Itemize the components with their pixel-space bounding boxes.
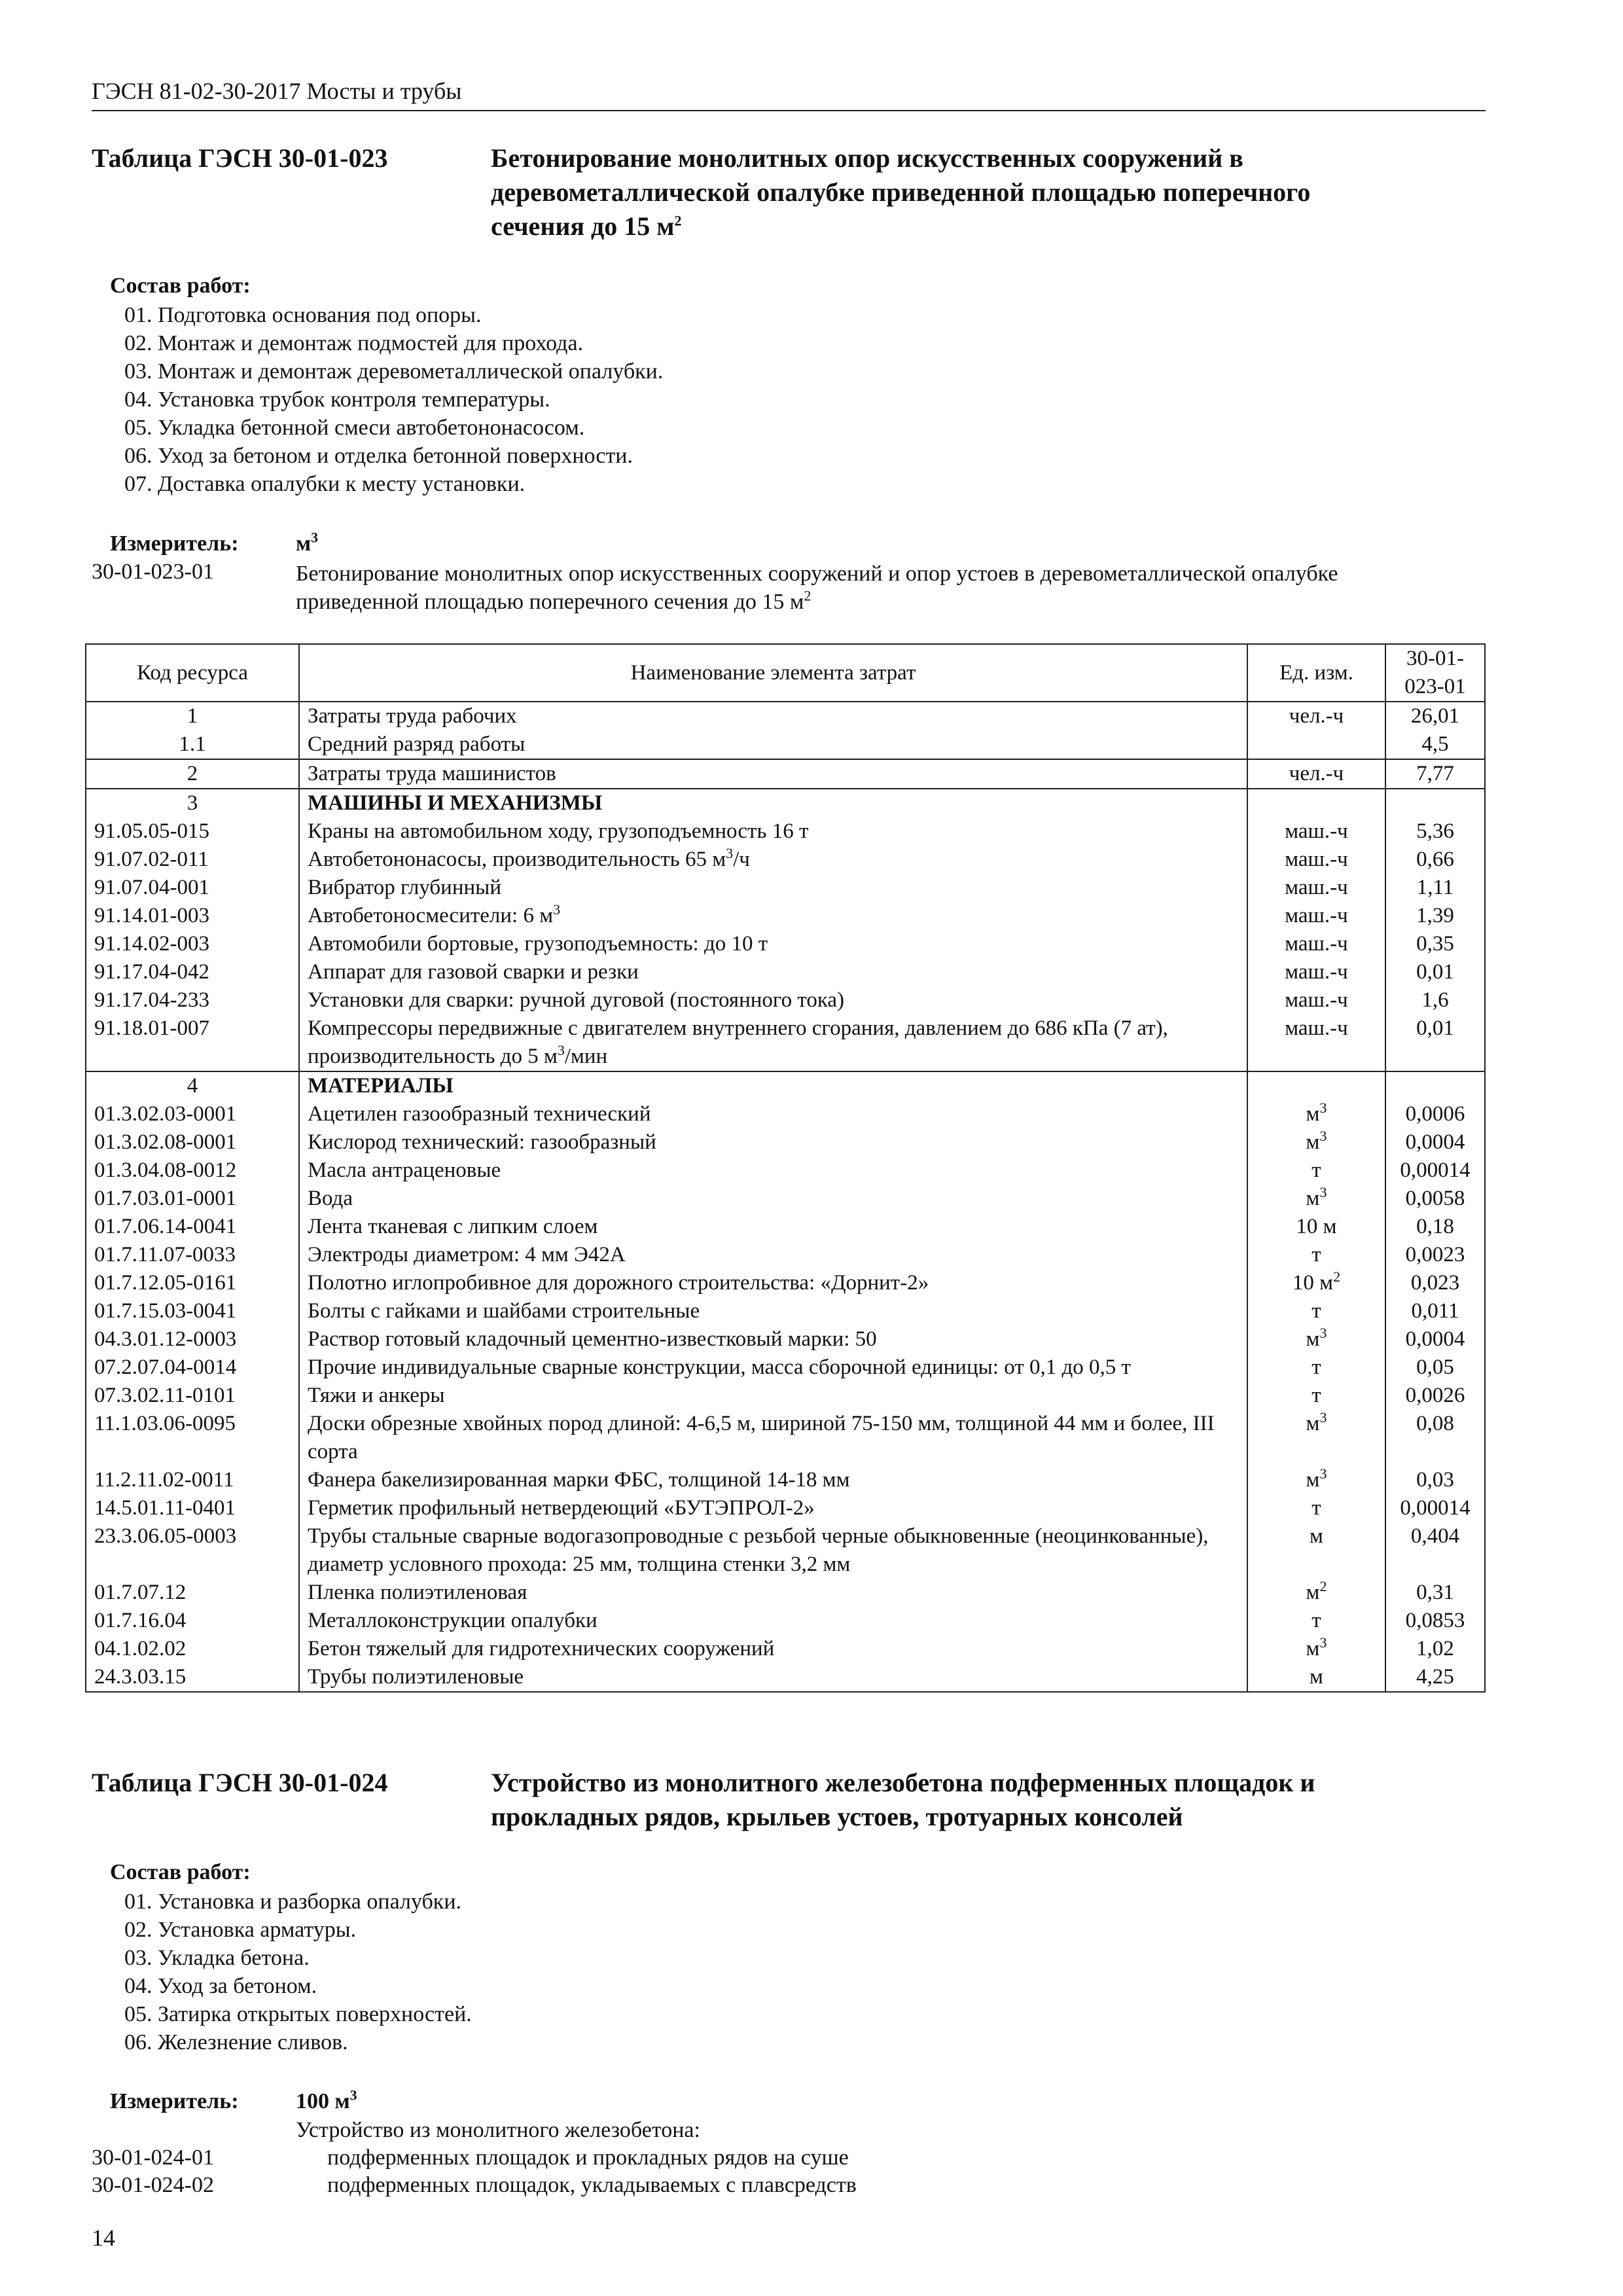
resource-unit-text: 10 м [1296, 1215, 1337, 1238]
resource-name-text: Вибратор глубинный [308, 876, 501, 899]
resource-name [299, 730, 1247, 759]
work-item: 03. Монтаж и демонтаж деревометаллической опалубки. [124, 359, 664, 384]
table-row [86, 986, 1485, 1014]
resource-unit [1247, 759, 1385, 789]
resource-name [299, 1410, 1247, 1466]
resource-unit-text: маш.-ч [1285, 819, 1348, 843]
resource-unit-sup: 3 [1319, 1465, 1327, 1482]
table-row [86, 1185, 1485, 1213]
page-number: 14 [92, 2225, 115, 2251]
resource-code: 01.3.02.08-0001 [86, 1128, 299, 1157]
resource-unit-text: маш.-ч [1285, 904, 1348, 927]
resource-value: 1,11 [1385, 874, 1485, 902]
code-desc-line [296, 588, 1338, 616]
resource-code: 23.3.06.05-0003 [86, 1522, 299, 1579]
table-row [86, 1213, 1485, 1241]
resource-code: 01.7.12.05-0161 [86, 1269, 299, 1297]
resource-value: 0,0006 [1385, 1100, 1485, 1128]
resource-code: 91.05.05-015 [86, 817, 299, 846]
table1-title [491, 141, 1310, 243]
resource-value: 0,66 [1385, 846, 1485, 874]
resource-unit-sup: 3 [1319, 1409, 1327, 1426]
col-code-header: Код ресурса [86, 644, 299, 702]
resource-name-text: Доски обрезные хвойных пород длиной: 4-6,5 м, шириной 75-150 мм, толщиной 44 мм и более, III сорта [308, 1412, 1215, 1463]
resource-unit [1247, 1522, 1385, 1579]
resource-unit-text: маш.-ч [1285, 876, 1348, 899]
resource-code: 91.14.02-003 [86, 930, 299, 958]
table1-code-description [296, 560, 1338, 616]
resource-code: 11.2.11.02-0011 [86, 1466, 299, 1494]
table-row [86, 1410, 1485, 1466]
resource-unit-text: м [1310, 1524, 1323, 1548]
resource-name [299, 1382, 1247, 1410]
col-value-line: 023-01 [1404, 675, 1466, 698]
resource-unit [1247, 846, 1385, 874]
table-row [86, 1325, 1485, 1354]
resource-name [299, 1635, 1247, 1663]
resource-unit-text: т [1311, 1243, 1321, 1266]
table2-code-description: подферменных площадок, укладываемых с плавсредств [327, 2173, 857, 2197]
meter-unit-text: 100 м [296, 2089, 350, 2113]
resource-table [85, 643, 1486, 1693]
resource-name-text: Бетон тяжелый для гидротехнических сооружений [308, 1637, 775, 1660]
resource-unit-sup: 3 [1319, 1325, 1327, 1341]
resource-unit [1247, 1185, 1385, 1213]
resource-value: 0,01 [1385, 1014, 1485, 1071]
resource-unit-text: м [1306, 1581, 1320, 1604]
resource-unit [1247, 1014, 1385, 1071]
resource-unit [1247, 1297, 1385, 1325]
table2-code-description: подферменных площадок и прокладных рядов на суше [327, 2145, 849, 2170]
header-rule [92, 110, 1486, 111]
resource-value: 0,35 [1385, 930, 1485, 958]
work-item: 04. Установка трубок контроля температуры. [124, 387, 550, 412]
meter-unit-sup: 3 [349, 2087, 357, 2104]
table2-code: 30-01-024-02 [92, 2173, 214, 2197]
resource-name [299, 1213, 1247, 1241]
resource-code: 91.17.04-233 [86, 986, 299, 1014]
work-item: 02. Установка арматуры. [124, 1918, 357, 1942]
resource-code: 01.7.06.14-0041 [86, 1213, 299, 1241]
resource-value: 4,25 [1385, 1663, 1485, 1692]
resource-value: 0,31 [1385, 1579, 1485, 1607]
resource-code: 91.07.02-011 [86, 846, 299, 874]
resource-name-suffix: /мин [564, 1045, 608, 1068]
resource-code: 4 [86, 1071, 299, 1100]
table-row [86, 902, 1485, 930]
table-row [86, 846, 1485, 874]
resource-code: 91.18.01-007 [86, 1014, 299, 1071]
resource-unit [1247, 1635, 1385, 1663]
table-row [86, 1607, 1485, 1635]
resource-code: 04.3.01.12-0003 [86, 1325, 299, 1354]
resource-name-text: Металлоконструкции опалубки [308, 1609, 597, 1632]
resource-name [299, 1100, 1247, 1128]
resource-name [299, 1466, 1247, 1494]
resource-value: 0,05 [1385, 1354, 1485, 1382]
resource-code: 01.7.03.01-0001 [86, 1185, 299, 1213]
resource-name [299, 1663, 1247, 1692]
table-row [86, 730, 1485, 759]
work-item: 07. Доставка опалубки к месту установки. [124, 472, 526, 496]
resource-name-text: МАТЕРИАЛЫ [308, 1074, 454, 1098]
resource-table-header [86, 644, 1485, 702]
resource-unit [1247, 1100, 1385, 1128]
resource-unit [1247, 1213, 1385, 1241]
table2-number: Таблица ГЭСН 30-01-024 [92, 1768, 388, 1797]
resource-value [1385, 1071, 1485, 1100]
resource-unit-text: м [1306, 1102, 1320, 1126]
resource-name-text: Компрессоры передвижные с двигателем внутреннего сгорания, давлением до 686 кПа (7 ат), производительность до 5 м [308, 1016, 1168, 1068]
table1-meter-unit [296, 531, 318, 556]
resource-unit [1247, 1579, 1385, 1607]
table-row [86, 1297, 1485, 1325]
resource-unit-text: т [1311, 1299, 1321, 1323]
resource-unit-text: маш.-ч [1285, 988, 1348, 1012]
table2-meter-unit [296, 2089, 357, 2114]
resource-name [299, 1607, 1247, 1635]
resource-table-body [86, 702, 1485, 1692]
running-header: ГЭСН 81-02-30-2017 Мосты и трубы [92, 78, 462, 104]
table-row [86, 1354, 1485, 1382]
table1-title-text: сечения до 15 м [491, 211, 675, 241]
resource-unit [1247, 1494, 1385, 1522]
resource-unit-sup: 3 [1319, 1128, 1327, 1144]
resource-unit [1247, 1382, 1385, 1410]
resource-name [299, 1579, 1247, 1607]
resource-value: 5,36 [1385, 817, 1485, 846]
resource-value: 26,01 [1385, 702, 1485, 730]
resource-unit [1247, 730, 1385, 759]
resource-name [299, 1297, 1247, 1325]
table-row [86, 874, 1485, 902]
resource-value: 1,6 [1385, 986, 1485, 1014]
resource-name [299, 1071, 1247, 1100]
resource-value: 0,023 [1385, 1269, 1485, 1297]
resource-name-text: Фанера бакелизированная марки ФБС, толщиной 14-18 мм [308, 1468, 850, 1492]
resource-name [299, 1354, 1247, 1382]
table1-works-label: Состав работ: [110, 274, 251, 298]
table-row [86, 789, 1485, 817]
resource-unit-text: м [1306, 1412, 1320, 1435]
resource-value: 0,0023 [1385, 1241, 1485, 1269]
resource-unit-text: маш.-ч [1285, 1016, 1348, 1040]
table1-title-sup: 2 [674, 212, 682, 229]
resource-name [299, 1269, 1247, 1297]
resource-name-text: Ацетилен газообразный технический [308, 1102, 651, 1126]
resource-value: 0,00014 [1385, 1494, 1485, 1522]
resource-unit-sup: 2 [1333, 1268, 1341, 1285]
resource-name-text: Кислород технический: газообразный [308, 1130, 656, 1154]
resource-name-text: Автобетоносмесители: 6 м [308, 904, 554, 927]
resource-name-text: Средний разряд работы [308, 732, 526, 756]
resource-name [299, 759, 1247, 789]
resource-name-text: Масла антраценовые [308, 1158, 501, 1182]
resource-unit-text: м [1306, 1187, 1320, 1210]
resource-code: 07.2.07.04-0014 [86, 1354, 299, 1382]
table2-meter-label: Измеритель: [110, 2089, 239, 2113]
table-row [86, 1269, 1485, 1297]
resource-unit-sup: 2 [1319, 1578, 1327, 1594]
meter-unit-text: м [296, 531, 312, 556]
table1-title-line: Бетонирование монолитных опор искусственных сооружений в [491, 143, 1243, 173]
resource-code: 2 [86, 759, 299, 789]
resource-name-text: Трубы полиэтиленовые [308, 1665, 524, 1689]
resource-name-sup: 3 [553, 901, 561, 918]
resource-name [299, 817, 1247, 846]
resource-code: 01.7.16.04 [86, 1607, 299, 1635]
resource-value: 0,03 [1385, 1466, 1485, 1494]
table-row [86, 1382, 1485, 1410]
table-row [86, 1663, 1485, 1692]
resource-unit-sup: 3 [1319, 1184, 1327, 1200]
resource-name-text: Лента тканевая с липким слоем [308, 1215, 598, 1238]
table2-title [491, 1766, 1315, 1834]
resource-value: 0,00014 [1385, 1157, 1485, 1185]
resource-unit [1247, 789, 1385, 817]
resource-code: 01.3.04.08-0012 [86, 1157, 299, 1185]
resource-code: 04.1.02.02 [86, 1635, 299, 1663]
resource-unit-text: чел.-ч [1289, 762, 1344, 785]
resource-unit [1247, 1410, 1385, 1466]
resource-unit-text: маш.-ч [1285, 960, 1348, 984]
table-row [86, 930, 1485, 958]
resource-name-text: Трубы стальные сварные водогазопроводные с резьбой черные обыкновенные (неоцинкованные), диаметр условного прохода: 25 мм, толщина стенки 3,2 мм [308, 1524, 1209, 1576]
resource-name [299, 1157, 1247, 1185]
table-row [86, 1522, 1485, 1579]
resource-code: 11.1.03.06-0095 [86, 1410, 299, 1466]
resource-code: 01.3.02.03-0001 [86, 1100, 299, 1128]
resource-unit-text: маш.-ч [1285, 932, 1348, 956]
resource-name [299, 846, 1247, 874]
table-row [86, 759, 1485, 789]
table-row [86, 702, 1485, 730]
work-item: 06. Железнение сливов. [124, 2030, 348, 2054]
resource-name-text: Вода [308, 1187, 353, 1210]
resource-value: 0,0026 [1385, 1382, 1485, 1410]
work-item: 01. Подготовка основания под опоры. [124, 303, 482, 327]
table1-meter-label: Измеритель: [110, 531, 239, 556]
code-desc-line: Бетонирование монолитных опор искусственных сооружений и опор устоев в деревометаллической опалубке [296, 562, 1338, 586]
resource-name [299, 902, 1247, 930]
table1-works-list [124, 301, 663, 498]
resource-name [299, 874, 1247, 902]
work-item: 04. Уход за бетоном. [124, 1974, 317, 1998]
resource-name [299, 1241, 1247, 1269]
table2-intro: Устройство из монолитного железобетона: [296, 2118, 700, 2142]
resource-unit-text: м [1310, 1665, 1323, 1689]
resource-name [299, 1522, 1247, 1579]
resource-unit-text: м [1306, 1637, 1320, 1660]
table-row [86, 958, 1485, 986]
resource-name-text: Раствор готовый кладочный цементно-известковый марки: 50 [308, 1327, 877, 1351]
resource-name [299, 1325, 1247, 1354]
resource-unit [1247, 1128, 1385, 1157]
table-row [86, 1128, 1485, 1157]
resource-name-text: Пленка полиэтиленовая [308, 1581, 527, 1604]
resource-value: 0,0058 [1385, 1185, 1485, 1213]
table-row [86, 1157, 1485, 1185]
resource-code: 1 [86, 702, 299, 730]
table-row [86, 817, 1485, 846]
resource-name [299, 1014, 1247, 1071]
resource-code: 24.3.03.15 [86, 1663, 299, 1692]
resource-unit [1247, 1157, 1385, 1185]
work-item: 03. Укладка бетона. [124, 1946, 310, 1970]
resource-unit-text: т [1311, 1158, 1321, 1182]
resource-unit-text: маш.-ч [1285, 848, 1348, 871]
table-row [86, 1014, 1485, 1071]
resource-code: 91.17.04-042 [86, 958, 299, 986]
meter-unit-sup: 3 [311, 529, 319, 546]
resource-name-text: МАШИНЫ И МЕХАНИЗМЫ [308, 791, 603, 815]
col-value-line: 30-01- [1406, 647, 1464, 670]
resource-value: 0,01 [1385, 958, 1485, 986]
resource-name-text: Прочие индивидуальные сварные конструкции, масса сборочной единицы: от 0,1 до 0,5 т [308, 1355, 1131, 1379]
resource-value: 0,404 [1385, 1522, 1485, 1579]
resource-unit-text: т [1311, 1384, 1321, 1407]
resource-name-text: Тяжи и анкеры [308, 1384, 445, 1407]
resource-unit [1247, 1466, 1385, 1494]
resource-unit [1247, 930, 1385, 958]
resource-unit [1247, 1325, 1385, 1354]
resource-name-text: Затраты труда рабочих [308, 704, 517, 728]
resource-value: 1,39 [1385, 902, 1485, 930]
resource-name [299, 1494, 1247, 1522]
resource-value: 7,77 [1385, 759, 1485, 789]
resource-name-text: Автомобили бортовые, грузоподъемность: до 10 т [308, 932, 768, 956]
table1-code: 30-01-023-01 [92, 560, 214, 584]
work-item: 02. Монтаж и демонтаж подмостей для прохода. [124, 331, 584, 355]
resource-name [299, 958, 1247, 986]
work-item: 05. Укладка бетонной смеси автобетононасосом. [124, 416, 585, 440]
resource-code: 01.7.15.03-0041 [86, 1297, 299, 1325]
code-desc-sup: 2 [804, 587, 812, 604]
resource-code: 14.5.01.11-0401 [86, 1494, 299, 1522]
resource-unit-text: м [1306, 1468, 1320, 1492]
resource-unit [1247, 1607, 1385, 1635]
resource-value: 0,0853 [1385, 1607, 1485, 1635]
resource-name [299, 1185, 1247, 1213]
resource-unit-text: т [1311, 1355, 1321, 1379]
resource-name-sup: 3 [557, 1042, 565, 1058]
table1-number: Таблица ГЭСН 30-01-023 [92, 143, 388, 173]
resource-name [299, 702, 1247, 730]
resource-unit [1247, 902, 1385, 930]
resource-unit-text: м [1306, 1327, 1320, 1351]
resource-code: 01.7.07.12 [86, 1579, 299, 1607]
resource-name-text: Электроды диаметром: 4 мм Э42А [308, 1243, 626, 1266]
resource-unit-text: 10 м [1292, 1271, 1334, 1295]
resource-unit [1247, 958, 1385, 986]
resource-name-text: Аппарат для газовой сварки и резки [308, 960, 639, 984]
resource-unit-text: т [1311, 1496, 1321, 1520]
resource-unit-text: т [1311, 1609, 1321, 1632]
resource-name-text: Установки для сварки: ручной дуговой (постоянного тока) [308, 988, 845, 1012]
code-desc-text: приведенной площадью поперечного сечения до 15 м [296, 590, 804, 614]
resource-name-text: Затраты труда машинистов [308, 762, 556, 785]
resource-value: 0,0004 [1385, 1325, 1485, 1354]
resource-unit-sup: 3 [1319, 1100, 1327, 1116]
work-item: 05. Затирка открытых поверхностей. [124, 2002, 472, 2026]
resource-name-text: Болты с гайками и шайбами строительные [308, 1299, 700, 1323]
col-name-header: Наименование элемента затрат [299, 644, 1247, 702]
table1-title-line [491, 209, 1310, 243]
resource-value: 0,0004 [1385, 1128, 1485, 1157]
resource-unit [1247, 986, 1385, 1014]
resource-code: 1.1 [86, 730, 299, 759]
col-unit-header: Ед. изм. [1247, 644, 1385, 702]
resource-value [1385, 789, 1485, 817]
resource-code: 01.7.11.07-0033 [86, 1241, 299, 1269]
table-row [86, 1071, 1485, 1100]
resource-name-sup: 3 [726, 845, 734, 861]
work-item: 01. Установка и разборка опалубки. [124, 1890, 462, 1914]
resource-name-text: Краны на автомобильном ходу, грузоподъемность 16 т [308, 819, 809, 843]
resource-name-text: Автобетононасосы, производительность 65 м [308, 848, 726, 871]
resource-code: 91.14.01-003 [86, 902, 299, 930]
table-row [86, 1635, 1485, 1663]
resource-unit [1247, 1269, 1385, 1297]
table2-works-label: Состав работ: [110, 1860, 251, 1884]
resource-unit-text: чел.-ч [1289, 704, 1344, 728]
work-item: 06. Уход за бетоном и отделка бетонной поверхности. [124, 444, 633, 468]
table2-code: 30-01-024-01 [92, 2145, 214, 2170]
resource-unit [1247, 874, 1385, 902]
col-value-header [1385, 644, 1485, 702]
table-row [86, 1494, 1485, 1522]
resource-unit [1247, 702, 1385, 730]
resource-name-suffix: /ч [733, 848, 750, 871]
resource-code: 3 [86, 789, 299, 817]
resource-name [299, 1128, 1247, 1157]
resource-unit-sup: 3 [1319, 1634, 1327, 1651]
resource-unit-text: м [1306, 1130, 1320, 1154]
resource-value: 0,08 [1385, 1410, 1485, 1466]
resource-unit [1247, 1663, 1385, 1692]
table2-works-list [124, 1888, 472, 2056]
resource-code: 91.07.04-001 [86, 874, 299, 902]
resource-unit [1247, 817, 1385, 846]
table2-title-line: Устройство из монолитного железобетона подферменных площадок и [491, 1768, 1315, 1797]
table-row [86, 1579, 1485, 1607]
resource-value: 0,18 [1385, 1213, 1485, 1241]
resource-code: 07.3.02.11-0101 [86, 1382, 299, 1410]
table-row [86, 1241, 1485, 1269]
resource-unit [1247, 1071, 1385, 1100]
table2-title-line: прокладных рядов, крыльев устоев, тротуарных консолей [491, 1802, 1183, 1831]
resource-unit [1247, 1241, 1385, 1269]
resource-name-text: Герметик профильный нетвердеющий «БУТЭПРОЛ-2» [308, 1496, 815, 1520]
table-row [86, 1466, 1485, 1494]
resource-unit [1247, 1354, 1385, 1382]
table1-title-line: деревометаллической опалубке приведенной площадью поперечного [491, 177, 1311, 207]
resource-value: 1,02 [1385, 1635, 1485, 1663]
table-row [86, 1100, 1485, 1128]
resource-name [299, 986, 1247, 1014]
resource-value: 4,5 [1385, 730, 1485, 759]
resource-name-text: Полотно иглопробивное для дорожного строительства: «Дорнит-2» [308, 1271, 929, 1295]
resource-name [299, 930, 1247, 958]
resource-name [299, 789, 1247, 817]
resource-value: 0,011 [1385, 1297, 1485, 1325]
